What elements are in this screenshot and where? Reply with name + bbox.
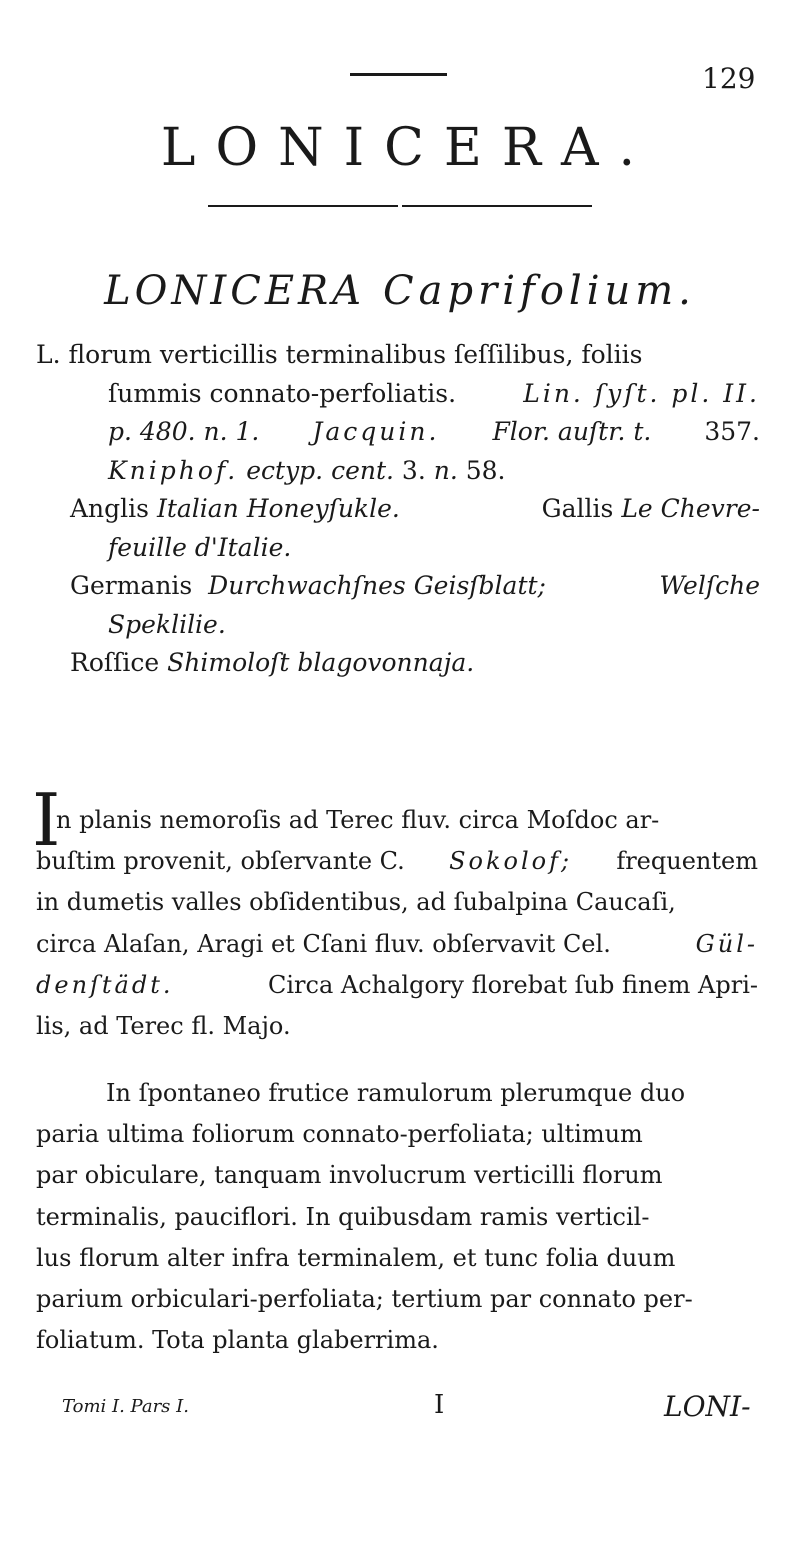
text-line (36, 924, 758, 965)
text-line: parium orbiculari-perfoliata; tertium par connato per- (36, 1285, 693, 1314)
text-span: buſtim provenit, obſervante C. (36, 847, 405, 876)
citation-kniphof: Kniphof. (108, 455, 239, 485)
text-line: lus florum alter infra terminalem, et tunc folia duum (36, 1243, 676, 1272)
sheet-mark: I (434, 1390, 445, 1420)
collector-name: Gül- (695, 929, 758, 958)
page-footer (0, 1390, 800, 1430)
text-span: Circa Achalgory florebat ſub finem Apri- (268, 970, 758, 999)
citation-flora: Flor. auſtr. t. (492, 417, 652, 446)
citation-number: 3. (401, 455, 426, 485)
catchword: LONI- (664, 1390, 751, 1423)
text-line: par obiculare, tanquam involucrum verticilli florum (36, 1161, 663, 1190)
heading-rule-left (208, 205, 398, 207)
top-rule (350, 73, 447, 76)
entry-line (36, 606, 760, 645)
language-label: Anglis (70, 494, 149, 523)
citation-ectyp: ectyp. cent. (246, 455, 394, 485)
citation-linnaeus: Lin. ſyſt. pl. II. (523, 378, 760, 408)
vernacular-name: Durchwachſnes Geisſblatt; (208, 571, 546, 600)
species-title (0, 268, 800, 314)
genus-heading: LONICERA. (160, 118, 656, 178)
diagnosis-text: L. florum verticillis terminalibus ſeſſilibus, foliis (36, 340, 643, 369)
vernacular-name: Italian Honeyſukle. (156, 494, 400, 523)
language-label: Germanis (70, 571, 193, 600)
text-line (36, 965, 758, 1006)
text-line: in dumetis valles obſidentibus, ad ſubalpina Caucaſi, (36, 888, 676, 917)
text-span: frequentem (616, 847, 758, 876)
diagnosis-text: ſummis connato-perfoliatis. (108, 378, 457, 408)
signature-mark: Tomi I. Pars I. (62, 1396, 189, 1417)
citation-n: n. (433, 455, 458, 485)
vernacular-name: feuille d'Italie. (108, 532, 292, 562)
entry-line (36, 336, 760, 375)
text-line: lis, ad Terec fl. Majo. (36, 1012, 291, 1041)
entry-line (36, 567, 760, 606)
text-line: n planis nemoroſis ad Terec fluv. circa Moſdoc ar- (56, 806, 660, 834)
text-line: In ſpontaneo frutice ramulorum plerumque duo (106, 1079, 686, 1107)
entry-line (36, 490, 760, 529)
collector-name: Sokolof; (449, 847, 573, 876)
paragraph-description (36, 1073, 758, 1361)
text-span: circa Alaſan, Aragi et Cſani fluv. obſervavit Cel. (36, 929, 611, 958)
entry-line (36, 529, 760, 568)
entry-line (36, 375, 760, 414)
paragraph-habitat (32, 778, 758, 1047)
heading-rule-right (402, 205, 592, 207)
species-genus: LONICERA (104, 268, 366, 314)
page-number: 129 (702, 62, 756, 95)
drop-cap: I (32, 778, 61, 862)
species-epithet: Caprifolium. (383, 268, 696, 314)
language-label: Roſſice (70, 648, 160, 677)
vernacular-name: Le Chevre- (621, 494, 760, 523)
entry-line (36, 452, 760, 491)
citation-plate: 357. (704, 417, 760, 446)
citation-page: p. 480. n. 1. (108, 417, 260, 446)
species-entry (36, 336, 760, 683)
vernacular-name: Speklilie. (108, 609, 226, 639)
citation-number: 58. (465, 455, 506, 485)
text-line (36, 841, 758, 882)
vernacular-name: Shimoloſt blagovonnaja. (167, 648, 475, 677)
collector-name: denſtädt. (36, 970, 174, 999)
text-line: terminalis, pauciflori. In quibusdam ramis verticil- (36, 1202, 650, 1231)
entry-line (36, 413, 760, 452)
entry-line (36, 644, 760, 683)
text-line: paria ultima foliorum connato-perfoliata; ultimum (36, 1120, 643, 1149)
language-label: Gallis (541, 494, 614, 523)
citation-jacquin: Jacquin. (312, 417, 440, 446)
vernacular-name: Welſche (659, 571, 760, 600)
text-line: foliatum. Tota planta glaberrima. (36, 1326, 439, 1355)
